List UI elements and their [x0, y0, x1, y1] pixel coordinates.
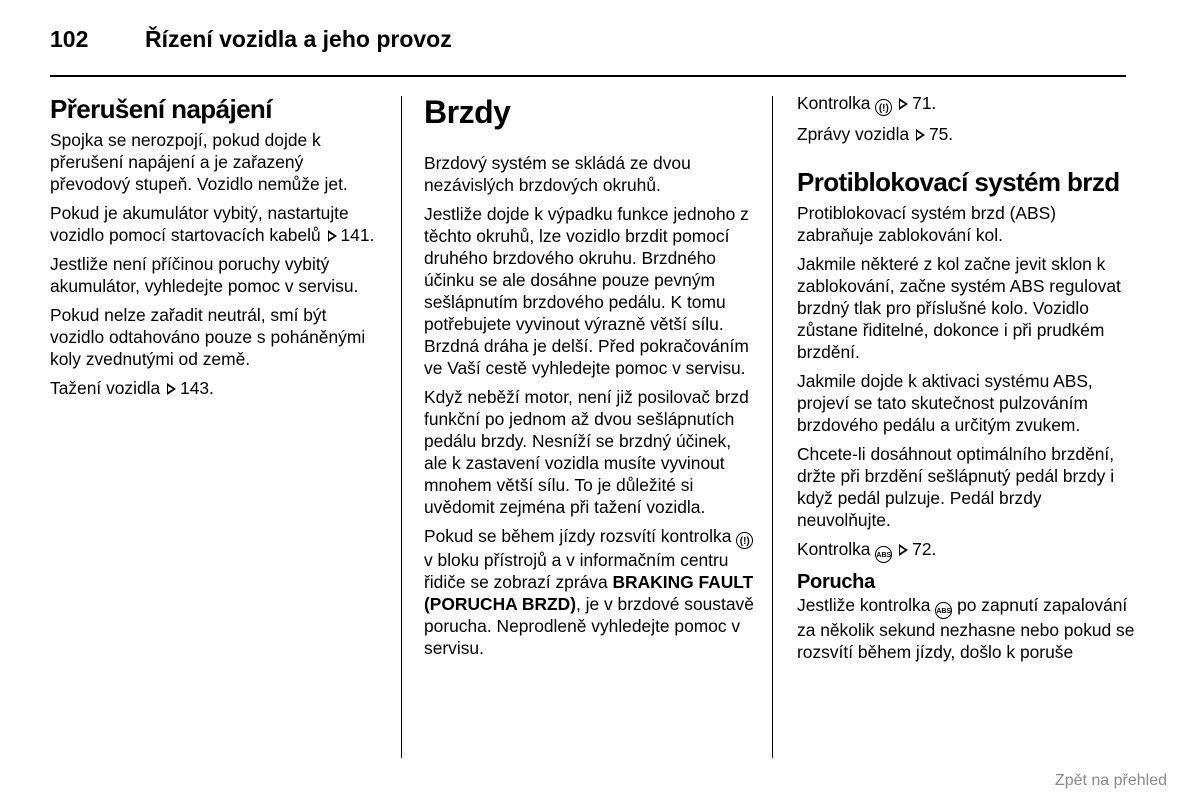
chapter-title: Řízení vozidla a jeho provoz	[145, 26, 452, 52]
page-reference[interactable]: 72.	[912, 539, 937, 559]
page-reference-icon	[166, 383, 177, 394]
page-reference-icon	[327, 230, 338, 241]
column-3	[797, 92, 1137, 670]
paragraph: Zprávy vozidla 75.	[797, 124, 954, 144]
paragraph: Pokud je akumulátor vybitý, nastartujte vozidlo pomocí startovacích kabelů 141.	[50, 203, 375, 245]
column-1	[50, 92, 385, 406]
page-reference[interactable]: 141.	[340, 225, 375, 245]
page-header	[50, 26, 452, 56]
column-divider-2	[772, 96, 773, 758]
paragraph: Kontrolka (!) 71.	[797, 93, 937, 114]
page-number: 102	[50, 26, 89, 52]
column-2	[424, 92, 759, 666]
paragraph: Pokud nelze zařadit neutrál, smí být vozidlo odtahováno pouze s poháněnými koly zvednutými od země.	[50, 305, 366, 369]
abs-icon: ABS	[875, 546, 892, 563]
page-reference[interactable]: 143.	[180, 378, 214, 398]
column-divider-1	[401, 96, 402, 758]
brake-warning-icon: (!)	[736, 532, 753, 549]
page-reference-icon	[915, 129, 926, 140]
subheading-fault: Porucha	[797, 571, 875, 593]
paragraph: Spojka se nerozpojí, pokud dojde k přerušení napájení a je zařazený převodový stupeň. Vozidlo nemůže jet.	[50, 130, 348, 194]
page-reference[interactable]: 71.	[912, 93, 937, 113]
paragraph: Chcete-li dosáhnout optimálního brzdění, držte při brzdění sešlápnutý pedál brzdy i když pedál pulzuje. Pedál brzdy neuvolňujte.	[797, 444, 1115, 530]
paragraph: Jakmile některé z kol začne jevit sklon k zablokování, začne systém ABS regulovat brzdný tlak pro příslušné kolo. Vozidlo zůstane řiditelné, dokonce i při prudkém brzdění.	[797, 254, 1121, 362]
paragraph: Jestliže není příčinou poruchy vybitý akumulátor, vyhledejte pomoc v servisu.	[50, 254, 359, 296]
back-to-overview-link[interactable]: Zpět na přehled	[1054, 772, 1167, 789]
paragraph: Pokud se během jízdy rozsvítí kontrolka (!) v bloku přístrojů a v informačním centru řidiče se zobrazí zpráva BRAKING FAULT (PORUCHA BRZD), je v brzdové soustavě porucha. Neprodleně vyhledejte pomoc v servisu.	[424, 526, 754, 658]
paragraph: Kontrolka ABS 72.	[797, 538, 1137, 563]
paragraph: Jestliže dojde k výpadku funkce jednoho z těchto okruhů, lze vozidlo brzdit pomocí druhého brzdového okruhu. Brzdného účinku se ale dosáhne pouze pevným sešlápnutím brzdového pedálu. K tomu potřebujete vyvinout výrazně větší sílu. Brzdná dráha je delší. Před pokračováním ve Vaší cestě vyhledejte pomoc v servisu.	[424, 204, 749, 378]
page-reference-icon	[898, 544, 909, 555]
section-heading-power-interruption: Přerušení napájení	[50, 94, 272, 124]
paragraph: Brzdový systém se skládá ze dvou nezávislých brzdových okruhů.	[424, 153, 691, 195]
section-heading-brakes: Brzdy	[424, 94, 511, 130]
message-text: BRAKING FAULT (PORUCHA BRZD)	[424, 572, 754, 614]
abs-icon: ABS	[935, 602, 952, 619]
page-reference[interactable]: 75.	[928, 124, 954, 144]
paragraph: Tažení vozidla 143.	[50, 378, 214, 398]
brake-warning-icon: (!)	[875, 99, 892, 116]
paragraph: Když neběží motor, není již posilovač brzd funkční po jednom až dvou sešlápnutích pedálu brzdy. Nesníží se brzdný účinek, ale k zastavení vozidla musíte vyvinout mnohem větší sílu. To je důležité si uvědomit zejména při tažení vozidla.	[424, 387, 749, 517]
paragraph: Protiblokovací systém brzd (ABS) zabraňuje zablokování kol.	[797, 203, 1057, 245]
section-heading-abs: Protiblokovací systém brzd	[797, 167, 1120, 197]
header-rule	[50, 75, 1126, 77]
page-reference-icon	[898, 98, 909, 109]
paragraph: Jestliže kontrolka ABS po zapnutí zapalování za několik sekund nezhasne nebo pokud se rozsvítí během jízdy, došlo k poruše	[797, 595, 1135, 662]
paragraph: Jakmile dojde k aktivaci systému ABS, projeví se tato skutečnost pulzováním brzdového pedálu a určitým zvukem.	[797, 371, 1093, 435]
